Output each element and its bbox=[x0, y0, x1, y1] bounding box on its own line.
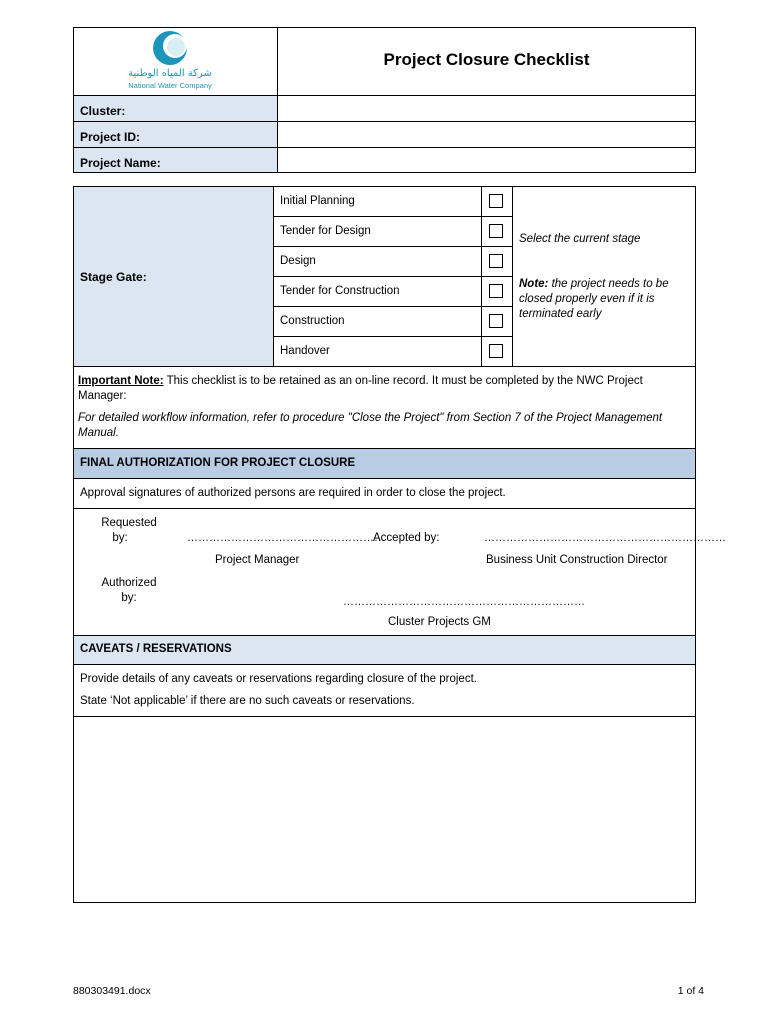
caveats-content-area[interactable] bbox=[74, 717, 695, 902]
footer-filename: 880303491.docx bbox=[73, 985, 151, 997]
footer-page-number: 1 of 4 bbox=[677, 985, 704, 997]
authorized-by-label: Authorized by: bbox=[101, 577, 157, 604]
stage-gate-label: Stage Gate: bbox=[80, 270, 147, 284]
project-manager-label: Project Manager bbox=[215, 554, 300, 566]
approval-intro: Approval signatures of authorized persons are required in order to close the project. bbox=[80, 487, 506, 499]
checkbox-tender-for-design[interactable] bbox=[489, 224, 503, 238]
stage-option-handover: Handover bbox=[280, 345, 330, 357]
project-id-label: Project ID: bbox=[80, 130, 141, 144]
project-name-field[interactable] bbox=[278, 148, 695, 172]
caveats-heading: CAVEATS / RESERVATIONS bbox=[80, 643, 232, 655]
logo-arabic-text: شركة المياه الوطنية bbox=[128, 68, 212, 79]
checkbox-handover[interactable] bbox=[489, 344, 503, 358]
cluster-label: Cluster: bbox=[80, 104, 126, 118]
cluster-field[interactable] bbox=[278, 96, 695, 121]
workflow-reference-line2: Manual. bbox=[78, 427, 119, 439]
checkbox-construction[interactable] bbox=[489, 314, 503, 328]
stage-option-tender-for-construction: Tender for Construction bbox=[280, 285, 400, 297]
accepted-by-signature-line[interactable]: ………………………………………………………… bbox=[484, 532, 726, 544]
requested-by-signature-line[interactable]: ……………………………………………… bbox=[187, 532, 385, 544]
caveats-line2: State ‘Not applicable’ if there are no such caveats or reservations. bbox=[80, 695, 415, 707]
select-stage-hint: Select the current stage bbox=[519, 233, 641, 245]
workflow-reference bbox=[78, 411, 692, 441]
logo-english-text: National Water Company bbox=[128, 81, 212, 90]
stage-option-design: Design bbox=[280, 255, 316, 267]
checkbox-design[interactable] bbox=[489, 254, 503, 268]
important-note-label: Important Note: bbox=[78, 375, 164, 387]
stage-option-initial-planning: Initial Planning bbox=[280, 195, 355, 207]
stage-note bbox=[519, 277, 691, 322]
cluster-gm-label: Cluster Projects GM bbox=[388, 616, 491, 628]
stage-note-label: Note: bbox=[519, 278, 549, 290]
page-title: Project Closure Checklist bbox=[383, 50, 590, 69]
bucd-label: Business Unit Construction Director bbox=[486, 554, 668, 566]
stage-option-construction: Construction bbox=[280, 315, 345, 327]
authorized-by-signature-line[interactable]: ………………………………………………………… bbox=[343, 596, 585, 608]
project-name-label: Project Name: bbox=[80, 156, 161, 170]
important-note-line2: Manager: bbox=[78, 390, 127, 402]
important-note bbox=[78, 374, 692, 404]
caveats-line1: Provide details of any caveats or reservations regarding closure of the project. bbox=[80, 673, 477, 685]
accepted-by-label: Accepted by: bbox=[373, 532, 440, 544]
stage-option-tender-for-design: Tender for Design bbox=[280, 225, 371, 237]
stage-note-text: the project needs to be closed properly even if it is terminated early bbox=[519, 278, 669, 320]
important-note-line1: This checklist is to be retained as an on-line record. It must be completed by the NWC Project bbox=[166, 375, 643, 387]
final-authorization-heading: FINAL AUTHORIZATION FOR PROJECT CLOSURE bbox=[80, 457, 356, 469]
checkbox-tender-for-construction[interactable] bbox=[489, 284, 503, 298]
workflow-reference-line1: For detailed workflow information, refer to procedure "Close the Project" from Section 7 of the Project Management bbox=[78, 412, 663, 424]
requested-by-label: Requested by: bbox=[101, 517, 157, 544]
company-logo bbox=[118, 29, 222, 93]
project-id-field[interactable] bbox=[278, 122, 695, 147]
logo-mark-icon bbox=[118, 29, 222, 69]
checkbox-initial-planning[interactable] bbox=[489, 194, 503, 208]
